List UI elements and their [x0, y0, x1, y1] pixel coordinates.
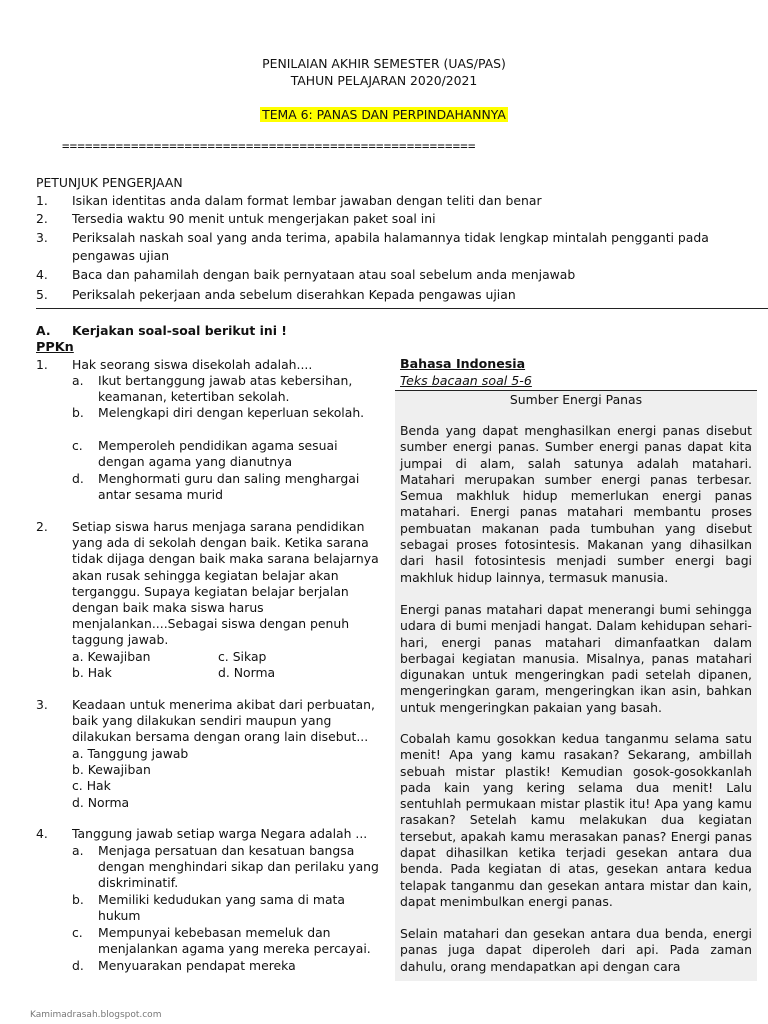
instruction-text: Periksalah naskah soal yang anda terima, apabila halamannya tidak lengkap mintalah pengganti pada	[72, 230, 709, 245]
option: d. Norma	[72, 794, 130, 810]
instruction-number: 1.	[36, 193, 48, 208]
option-text: dengan agama yang dianutnya	[98, 454, 293, 470]
question-number: 2.	[36, 519, 48, 534]
question-text: menjalankan....Sebagai siswa dengan penuh	[72, 616, 350, 632]
question-text: dengan baik maka siswa harus	[72, 600, 264, 615]
instruction-number: 3.	[36, 230, 48, 245]
option-letter: d.	[72, 471, 84, 486]
option-text: Memperoleh pendidikan agama sesuai	[98, 438, 338, 453]
option-a: a. Kewajiban	[72, 649, 151, 664]
instructions-title: PETUNJUK PENGERJAAN	[36, 175, 183, 190]
option-text: antar sesama murid	[98, 487, 223, 503]
question-text: yang ada di sekolah dengan baik. Ketika sarana	[72, 535, 369, 551]
option: a. Tanggung jawab	[72, 746, 189, 761]
question-number: 3.	[36, 697, 48, 712]
question-text: tidak dijaga dengan baik maka sarana belajarnya	[72, 551, 379, 567]
option-letter: c.	[72, 438, 83, 453]
instruction-text: Periksalah pekerjaan anda sebelum diserahkan Kepada pengawas ujian	[72, 287, 516, 302]
option-text: Menjaga persatuan dan kesatuan bangsa	[98, 843, 355, 858]
question-text: Tanggung jawab setiap warga Negara adalah ...	[72, 826, 368, 841]
option-letter: d.	[72, 958, 84, 973]
option-text: keamanan, ketertiban sekolah.	[98, 389, 290, 405]
section-letter: A.	[36, 323, 51, 338]
question-text: terganggu. Supaya kegiatan belajar berjalan	[72, 583, 349, 599]
question-text: dilakukan bersama dengan orang lain disebut...	[72, 729, 369, 745]
instruction-text: Tersedia waktu 90 menit untuk mengerjakan paket soal ini	[72, 211, 436, 226]
option-text: menjalankan agama yang mereka percayai.	[98, 941, 371, 957]
reading-paragraph-4: Selain matahari dan gesekan antara dua benda, energi panas juga dapat diperoleh dari api. Pada zaman dahulu, orang mendapatkan api dengan cara	[400, 926, 752, 974]
option-text: Menyuarakan pendapat mereka	[98, 958, 296, 973]
footer-watermark: Kamimadrasah.blogspot.com	[30, 1010, 162, 1020]
school-year: TAHUN PELAJARAN 2020/2021	[290, 73, 478, 88]
divider	[36, 308, 768, 309]
option-letter: a.	[72, 843, 84, 858]
instruction-number: 5.	[36, 287, 48, 302]
option-letter: b.	[72, 892, 84, 907]
question-number: 4.	[36, 826, 48, 841]
question-text: akan rusak sehingga kegiatan belajar akan	[72, 567, 339, 583]
instruction-number: 2.	[36, 211, 48, 226]
reading-paragraph-1: Benda yang dapat menghasilkan energi panas disebut sumber energi panas. Sumber energi panas dapat kita jumpai di alam, salah satunya adalah matahari. Matahari merupakan sumber energi panas terbesar. Semua makhluk hidup memerlukan energi panas matahari. Energi panas matahari membantu proses pembuatan makanan pada tumbuhan yang disebut sebagai proses fotosintesis. Makanan yang dihasilkan dari hasil fotosintesis menjadi sumber energi bagi makhluk hidup lainnya, termasuk manusia.	[400, 423, 752, 585]
option-letter: a.	[72, 373, 84, 388]
option-text: Melengkapi diri dengan keperluan sekolah.	[98, 405, 365, 420]
question-number: 1.	[36, 357, 48, 372]
reading-subtitle: Teks bacaan soal 5-6	[400, 373, 532, 388]
theme-line	[0, 107, 768, 122]
question-text: baik yang dilakukan sendiri maupun yang	[72, 713, 332, 729]
theme-highlight: TEMA 6: PANAS DAN PERPINDAHANNYA	[262, 107, 506, 122]
question-text: Setiap siswa harus menjaga sarana pendidikan	[72, 519, 365, 534]
instruction-text: pengawas ujian	[72, 248, 170, 263]
reading-paragraph-3: Cobalah kamu gosokkan kedua tanganmu selama satu menit! Apa yang kamu rasakan? Sekarang, ambillah sebuah mistar plastik! Kemudian gosok-gosokkanlah pada kain yang kering selama dua menit! Lalu sentuhlah permukaan mistar plastik itu! Apa yang kamu rasakan? Setelah kamu melakukan dua kegiatan tersebut, apakah kamu merasakan panas? Energi panas dapat dihasilkan ketika terjadi gesekan antara dua benda. Pada kegiatan di atas, gesekan antara kedua telapak tanganmu dan gesekan antara mistar dan kain, dapat menimbulkan energi panas.	[400, 731, 752, 909]
question-text: Keadaan untuk menerima akibat dari perbuatan,	[72, 697, 375, 712]
option-text: hukum	[98, 908, 141, 924]
option-d: d. Norma	[218, 665, 276, 680]
option-letter: c.	[72, 925, 83, 940]
reading-title: Sumber Energi Panas	[509, 392, 643, 407]
option-text: Memiliki kedudukan yang sama di mata	[98, 892, 345, 907]
option-text: Ikut bertanggung jawab atas kebersihan,	[98, 373, 353, 388]
separator-line: ======================================================	[62, 138, 476, 153]
instruction-text: Isikan identitas anda dalam format lembar jawaban dengan teliti dan benar	[72, 193, 542, 208]
option-text: dengan menghindari sikap dan perilaku yang	[98, 859, 379, 875]
subject-ppkn: PPKn	[36, 340, 74, 355]
section-title: Kerjakan soal-soal berikut ini !	[72, 323, 287, 338]
question-text: taggung jawab.	[72, 632, 169, 648]
subject-bahasa-indonesia: Bahasa Indonesia	[400, 356, 526, 371]
option: b. Kewajiban	[72, 762, 151, 778]
option-text: Menghormati guru dan saling menghargai	[98, 471, 360, 486]
option: c. Hak	[72, 778, 111, 794]
option-letter: b.	[72, 405, 84, 420]
option-text: diskriminatif.	[98, 875, 179, 891]
instruction-number: 4.	[36, 267, 48, 282]
option-b: b. Hak	[72, 665, 112, 680]
exam-title: PENILAIAN AKHIR SEMESTER (UAS/PAS)	[262, 56, 506, 71]
option-text: Mempunyai kebebasan memeluk dan	[98, 925, 331, 940]
question-text: Hak seorang siswa disekolah adalah....	[72, 357, 313, 372]
option-c: c. Sikap	[218, 649, 267, 664]
reading-paragraph-2: Energi panas matahari dapat menerangi bumi sehingga udara di bumi menjadi hangat. Dalam kehidupan sehari-hari, energi panas matahari dimanfaatkan dalam berbagai kegiatan manusia. Misalnya, panas matahari digunakan untuk mengeringkan padi setelah dipanen, mengeringkan garam, mengeringkan ikan asin, bahkan untuk mengeringkan pakaian yang basah.	[400, 602, 752, 715]
instruction-text: Baca dan pahamilah dengan baik pernyataan atau soal sebelum anda menjawab	[72, 267, 576, 282]
